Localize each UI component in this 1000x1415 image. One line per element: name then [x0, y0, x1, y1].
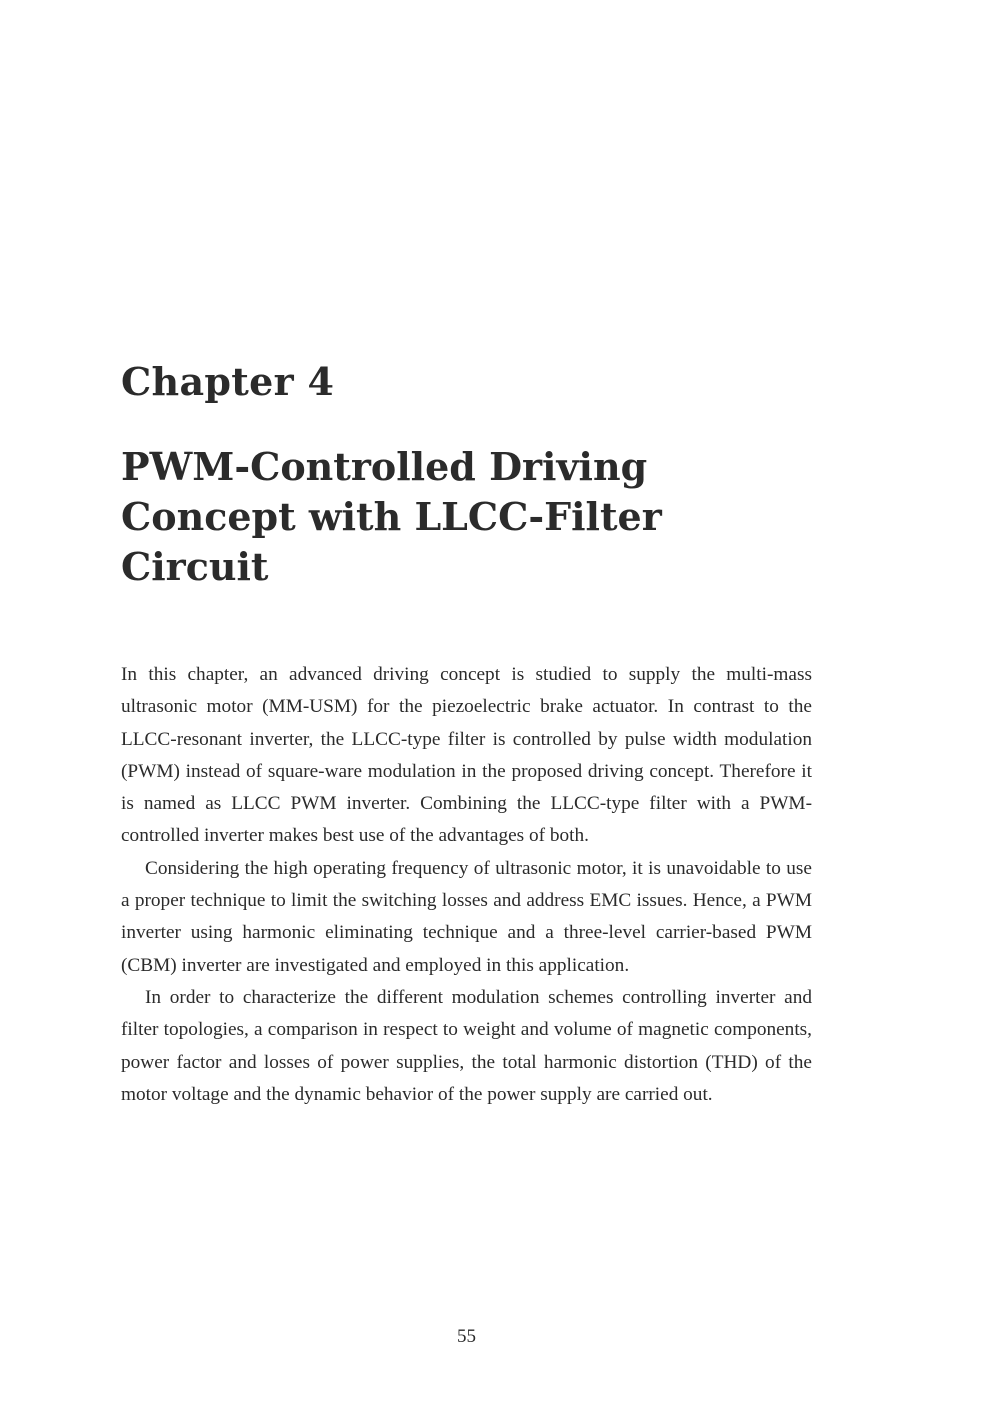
paragraph: Considering the high operating frequency of ultrasonic motor, it is unavoidable to use a proper technique to limit the switching losses and address EMC issues. Hence, a PWM inverter using harmonic eliminating technique and a three-level carrier-based PWM (CBM) inverter are investigated and employed in this application.	[121, 857, 812, 976]
chapter-title	[121, 442, 821, 592]
chapter-body	[121, 659, 812, 1111]
chapter-label: Chapter 4	[121, 359, 335, 404]
paragraph: In this chapter, an advanced driving concept is studied to supply the multi-mass ultrasonic motor (MM-USM) for the piezoelectric brake actuator. In contrast to the LLCC-resonant inverter, the LLCC-type filter is controlled by pulse width modulation (PWM) instead of square-ware modulation in the proposed driving concept. Therefore it is named as LLCC PWM inverter. Combining the LLCC-type filter with a PWM-controlled inverter makes best use of the advantages of both.	[121, 664, 812, 847]
chapter-title-line: PWM-Controlled Driving	[121, 444, 648, 489]
page-number: 55	[457, 1326, 476, 1347]
paragraph: In order to characterize the different modulation schemes controlling inverter and filter topologies, a comparison in respect to weight and volume of magnetic components, power factor and losses of power supplies, the total harmonic distortion (THD) of the motor voltage and the dynamic behavior of the power supply are carried out.	[121, 986, 812, 1105]
chapter-title-line: Circuit	[121, 544, 269, 589]
chapter-title-line: Concept with LLCC-Filter	[121, 494, 662, 539]
